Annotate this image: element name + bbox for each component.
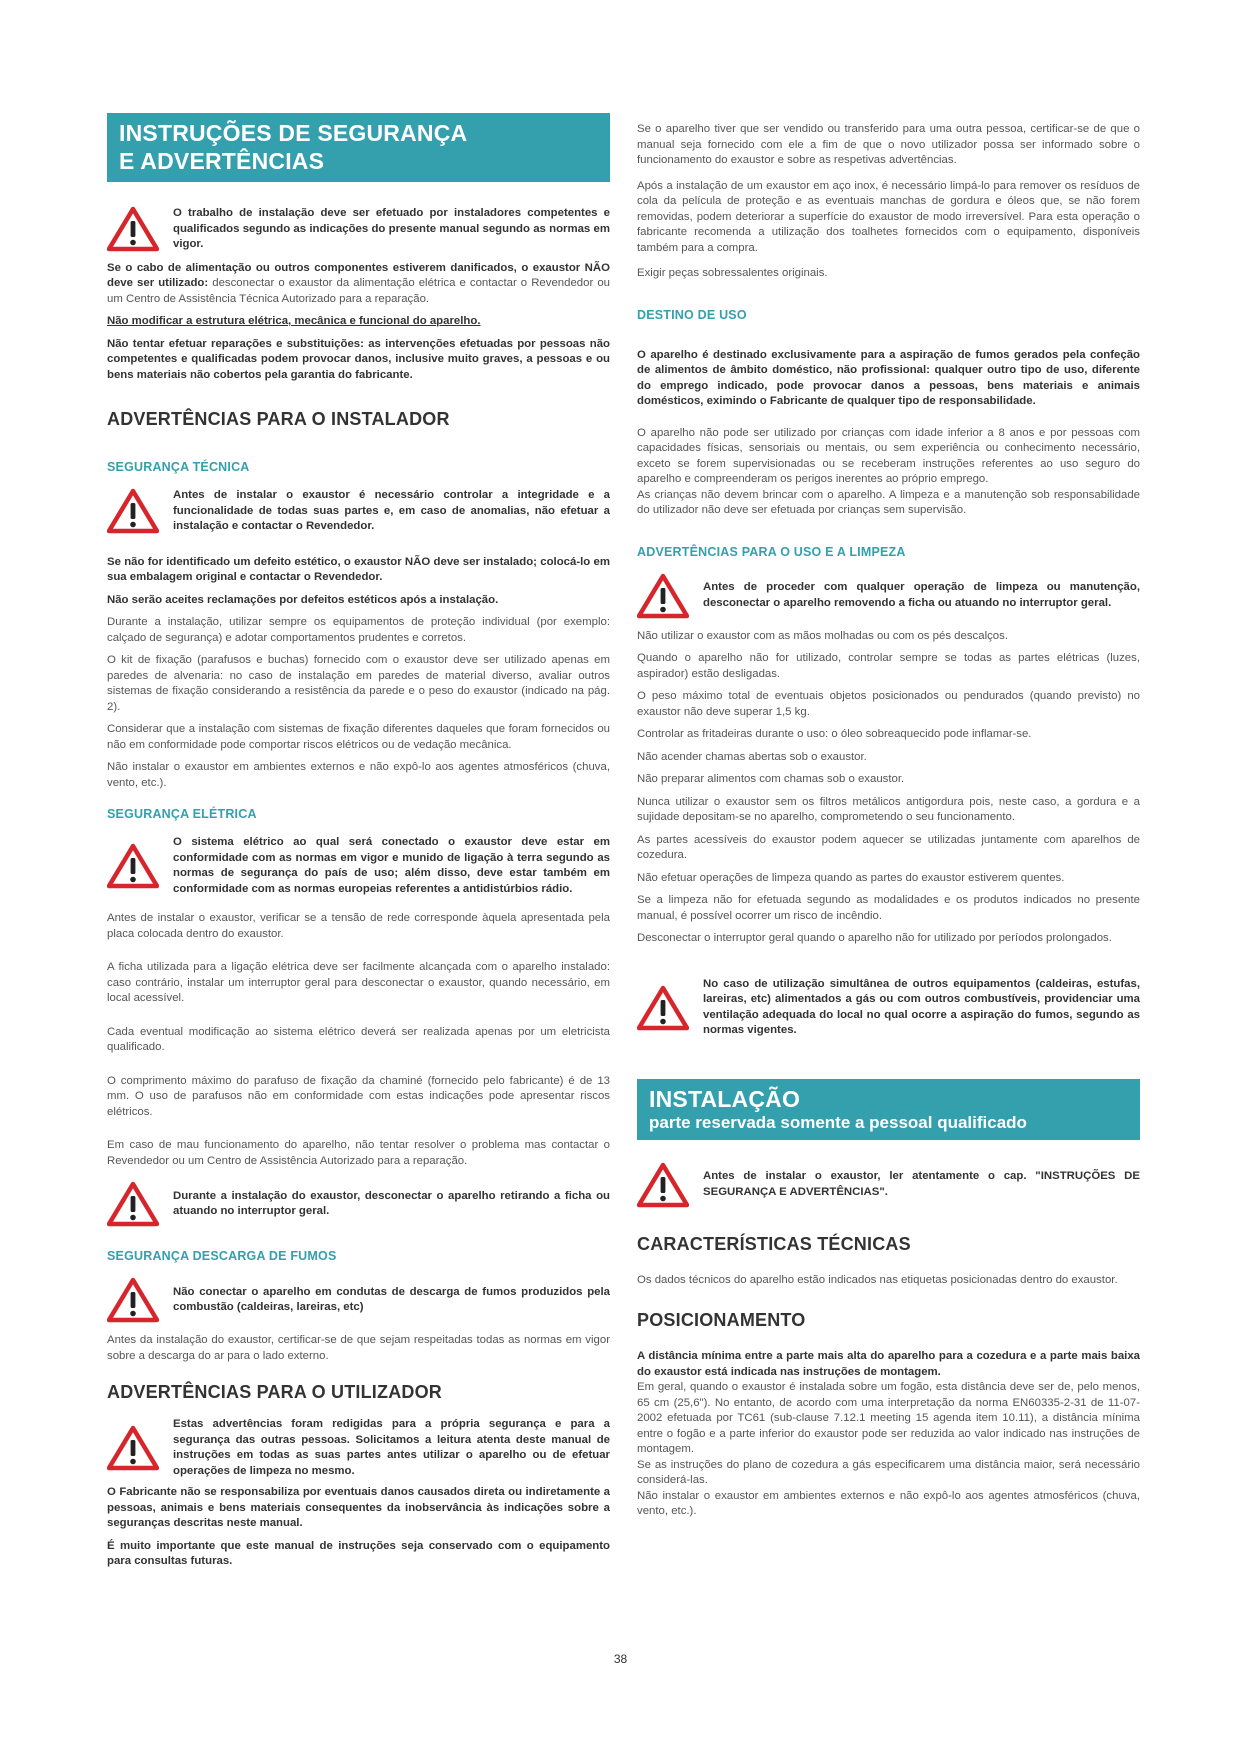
paragraph: As partes acessíveis do exaustor podem aquecer se utilizadas juntamente com aparelhos de cozedura. — [637, 833, 1140, 861]
warning-text: O trabalho de instalação deve ser efetuado por instaladores competentes e qualificados segundo as indicações do presente manual segundo as normas em vigor. — [173, 207, 610, 250]
paragraph: A distância mínima entre a parte mais alta do aparelho para a cozedura e a parte mais baixa do exaustor está indicada nas instruções de montagem. — [637, 1350, 1140, 1378]
warning-text: Estas advertências foram redigidas para a própria segurança e para a segurança das outras pessoas. Solicitamos a leitura atenta deste manual de instruções em todas as suas partes antes utilizar o aparelho ou de efetuar operações de limpeza no mesmo. — [173, 1418, 610, 1477]
warning-block — [107, 1277, 610, 1323]
paragraph: Controlar as fritadeiras durante o uso: o óleo sobreaquecido pode inflamar-se. — [637, 728, 1032, 740]
warning-block — [107, 1181, 610, 1227]
paragraph: Se o cabo de alimentação ou outros componentes estiverem danificados, o exaustor NÃO deve ser utilizado: desconectar o exaustor da alimentação elétrica e contactar o Revendedor ou um Centro de Assistência Técnica Autorizado para a reparação. — [107, 261, 610, 305]
warning-block — [107, 488, 610, 535]
warning-block — [107, 835, 610, 897]
section-heading: ADVERTÊNCIAS PARA O INSTALADOR — [107, 409, 450, 429]
paragraph: Não acender chamas abertas sob o exaustor. — [637, 750, 867, 763]
paragraph: Não instalar o exaustor em ambientes externos e não expô-lo aos agentes atmosféricos (chuva, vento, etc.). — [637, 1489, 1140, 1517]
paragraph: Em geral, quando o exaustor é instalada sobre um fogão, esta distância deve ser de, pelo menos, 65 cm (25,6"). No entanto, de acordo com uma interpretação da norma EN60335-2-31 de 11-07-2002 efetuada por TC61 (sub-clause 7.12.1 meeting 15 agenda item 10.11), a distância mínima entre o fogão e a parte inferior do exaustor pode ser reduzida ao valor indicado nas instruções de montagem. — [637, 1381, 1140, 1455]
paragraph: Não preparar alimentos com chamas sob o exaustor. — [637, 773, 905, 785]
paragraph: Não serão aceites reclamações por defeitos estéticos após a instalação. — [107, 593, 499, 606]
paragraph: O peso máximo total de eventuais objetos posicionados ou pendurados (quando previsto) no exaustor não deve superar 1,5 kg. — [637, 690, 1140, 718]
paragraph: O comprimento máximo do parafuso de fixação da chaminé (fornecido pelo fabricante) é de 13 mm. O uso de parafusos não em conformidade com estas indicações pode apresentar riscos elétricos. — [107, 1074, 610, 1118]
paragraph: O Fabricante não se responsabiliza por eventuais danos causados direta ou indiretamente a pessoas, animais e bens materiais consequentes da inobservância às indicações sobre a seguranças descritas neste manual. — [107, 1486, 610, 1529]
paragraph: O aparelho não pode ser utilizado por crianças com idade inferior a 8 anos e por pessoas com capacidades físicas, sensoriais ou mentais, ou sem experiência ou conhecimento necessário, exceto se forem supervisionadas ou se receberam instruções referentes ao uso seguro do aparelho e compreenderam os perigos inerentes ao próprio emprego. — [637, 426, 1140, 485]
warning-triangle-icon — [637, 985, 689, 1031]
paragraph: Se o aparelho tiver que ser vendido ou transferido para uma outra pessoa, certificar-se de que o manual seja fornecido com ele a fim de que o novo utilizador possa ser informado sobre o funcionamento do exaustor e sobre as respetivas advertências. — [637, 123, 1140, 166]
paragraph: O aparelho é destinado exclusivamente para a aspiração de fumos gerados pela confeção de alimentos de âmbito doméstico, não profissional: qualquer outro tipo de uso, diferente do emprego indicado, pode provocar danos a pessoas, bens materiais e animais domésticos, eximindo o Fabricante de qualquer tipo de responsabilidade. — [637, 348, 1140, 407]
paragraph: O kit de fixação (parafusos e buchas) fornecido com o exaustor deve ser utilizado apenas em paredes de alvenaria: no caso de instalação em paredes de material diverso, avaliar outros sistemas de fixação considerando a resistência da parede e o peso do exaustor (indicado na pág. 2). — [107, 654, 610, 713]
warning-triangle-icon — [107, 488, 159, 534]
section-heading: POSICIONAMENTO — [637, 1310, 806, 1330]
paragraph: Não tentar efetuar reparações e substituições: as intervenções efetuadas por pessoas não competentes e qualificadas podem provocar danos, inclusive muito graves, a pessoas e ou bens materiais não cobertos pela garantia do fabricante. — [107, 337, 610, 381]
safety-title-line1: INSTRUÇÕES DE SEGURANÇA — [119, 120, 468, 146]
installation-title-banner — [637, 1079, 1140, 1140]
paragraph: Antes de instalar o exaustor, verificar se a tensão de rede corresponde àquela apresentada pela placa colocada dentro do exaustor. — [107, 912, 610, 940]
warning-block — [637, 977, 1140, 1039]
paragraph: Antes da instalação do exaustor, certificar-se de que sejam respeitadas todas as normas em vigor sobre a descarga do ar para o lado externo. — [107, 1334, 610, 1362]
warning-block — [107, 1417, 610, 1479]
paragraph: Não instalar o exaustor em ambientes externos e não expô-lo aos agentes atmosféricos (chuva, vento, etc.). — [107, 761, 610, 789]
safety-title-banner — [107, 113, 610, 182]
warning-text: Antes de instalar o exaustor é necessário controlar a integridade e a funcionalidade de todas suas partes e, em caso de anomalias, não efetuar a instalação e contactar o Revendedor. — [173, 489, 610, 532]
paragraph: Desconectar o interruptor geral quando o aparelho não for utilizado por períodos prolongados. — [637, 932, 1112, 944]
subsection-heading: ADVERTÊNCIAS PARA O USO E A LIMPEZA — [637, 544, 906, 559]
warning-text: No caso de utilização simultânea de outros equipamentos (caldeiras, estufas, lareiras, etc) alimentados a gás ou com outros combustíveis, providenciar uma ventilação adequada do local no qual ocorre a aspiração do fumos, segundo as normas vigentes. — [703, 977, 1140, 1036]
right-column — [637, 122, 1140, 1527]
subsection-heading: SEGURANÇA DESCARGA DE FUMOS — [107, 1249, 337, 1263]
paragraph: Exigir peças sobressalentes originais. — [637, 267, 828, 279]
paragraph: Se não for identificado um defeito estético, o exaustor NÃO deve ser instalado; colocá-lo em sua embalagem original e contactar o Revendedor. — [107, 555, 610, 583]
warning-text: Antes de instalar o exaustor, ler atentamente o cap. "INSTRUÇÕES DE SEGURANÇA E ADVERTÊNCIAS". — [703, 1170, 1140, 1198]
paragraph: As crianças não devem brincar com o aparelho. A limpeza e a manutenção sob responsabilidade do utilizador não deve ser efetuada por crianças sem supervisão. — [637, 488, 1140, 516]
warning-triangle-icon — [107, 1425, 159, 1471]
warning-triangle-icon — [107, 1181, 159, 1227]
warning-text: O sistema elétrico ao qual será conectado o exaustor deve estar em conformidade com as normas em vigor e munido de ligação à terra segundo as normas de segurança do país de uso; além disso, deve estar também em conformidade com as normas europeias referentes a antidistúrbios rádio. — [173, 836, 610, 895]
installation-title: INSTALAÇÃO — [649, 1085, 801, 1112]
warning-triangle-icon — [637, 573, 689, 619]
warning-block — [637, 573, 1140, 619]
paragraph: Se a limpeza não for efetuada segundo as modalidades e os produtos indicados no presente manual, é possível ocorrer um risco de incêndio. — [637, 894, 1140, 922]
warning-triangle-icon — [107, 206, 159, 252]
warning-block — [637, 1162, 1140, 1208]
warning-triangle-icon — [637, 1162, 689, 1208]
section-heading: ADVERTÊNCIAS PARA O UTILIZADOR — [107, 1382, 443, 1402]
warning-triangle-icon — [107, 843, 159, 889]
page-number: 38 — [613, 1652, 628, 1666]
paragraph: Não modificar a estrutura elétrica, mecânica e funcional do aparelho. — [107, 315, 481, 327]
paragraph: Considerar que a instalação com sistemas de fixação diferentes daqueles que foram fornecidos ou não em conformidade pode comportar riscos elétricos ou de vedação mecânica. — [107, 723, 610, 751]
warning-block — [107, 206, 610, 253]
paragraph: Quando o aparelho não for utilizado, controlar sempre se todas as partes elétricas (luzes, aspirador) estão desligadas. — [637, 652, 1140, 680]
subsection-heading: SEGURANÇA TÉCNICA — [107, 460, 250, 474]
warning-text: Antes de proceder com qualquer operação de limpeza ou manutenção, desconectar o aparelho removendo a ficha ou atuando no interruptor geral. — [703, 581, 1140, 609]
paragraph: Cada eventual modificação ao sistema elétrico deverá ser realizada apenas por um eletricista qualificado. — [107, 1025, 610, 1053]
section-heading: CARACTERÍSTICAS TÉCNICAS — [637, 1233, 911, 1254]
safety-title-line2: E ADVERTÊNCIAS — [119, 148, 325, 174]
installation-subtitle: parte reservada somente a pessoal qualificado — [649, 1112, 1027, 1132]
subsection-heading: DESTINO DE USO — [637, 307, 747, 322]
paragraph: Não efetuar operações de limpeza quando as partes do exaustor estiverem quentes. — [637, 871, 1065, 884]
paragraph: Durante a instalação, utilizar sempre os equipamentos de proteção individual (por exemplo: calçado de segurança) e adotar comportamentos prudentes e corretos. — [107, 616, 610, 644]
paragraph: Os dados técnicos do aparelho estão indicados nas etiquetas posicionadas dentro do exaustor. — [637, 1273, 1118, 1286]
left-column — [107, 113, 610, 1577]
paragraph: Se as instruções do plano de cozedura a gás especificarem uma distância maior, será necessário considerá-las. — [637, 1458, 1140, 1486]
paragraph: É muito importante que este manual de instruções seja conservado com o equipamento para consultas futuras. — [107, 1539, 610, 1567]
paragraph: Após a instalação de um exaustor em aço inox, é necessário limpá-lo para remover os resíduos de cola da película de proteção e as eventuais manchas de gordura e óleos que, se não forem removidas, podem deteriorar a superfície do exaustor de modo irreversível. Para esta operação o fabricante recomenda a utilização dos toalhetes fornecidos com o equipamento, disponíveis também para a compra. — [637, 179, 1140, 254]
warning-text: Durante a instalação do exaustor, desconectar o aparelho retirando a ficha ou atuando no interruptor geral. — [173, 1189, 610, 1217]
warning-text: Não conectar o aparelho em condutas de descarga de fumos produzidos pela combustão (caldeiras, lareiras, etc) — [173, 1285, 610, 1313]
paragraph: A ficha utilizada para a ligação elétrica deve ser facilmente alcançada com o aparelho instalado: caso contrário, instalar um interruptor geral para desconectar o exaustor, quando necessário, em local acessível. — [107, 961, 610, 1004]
paragraph: Não utilizar o exaustor com as mãos molhadas ou com os pés descalços. — [637, 629, 1009, 642]
paragraph: Em caso de mau funcionamento do aparelho, não tentar resolver o problema mas contactar o Revendedor ou um Centro de Assistência Autorizado para a reparação. — [107, 1139, 610, 1167]
warning-triangle-icon — [107, 1277, 159, 1323]
paragraph: Nunca utilizar o exaustor sem os filtros metálicos antigordura pois, neste caso, a gordura e a sujidade depositam-se no aparelho, comprometendo o seu funcionamento. — [637, 795, 1140, 823]
subsection-heading: SEGURANÇA ELÉTRICA — [107, 807, 257, 821]
